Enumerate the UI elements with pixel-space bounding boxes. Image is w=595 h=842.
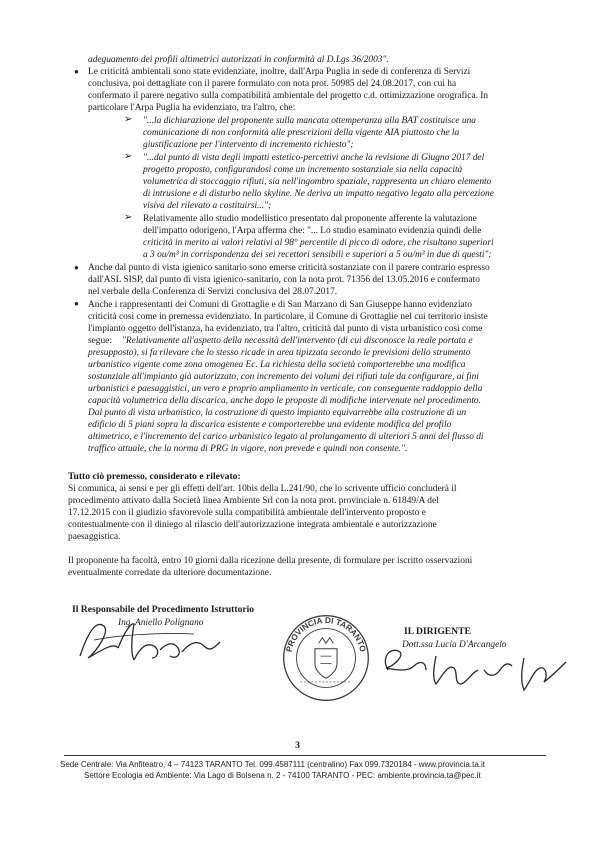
provincia-stamp-icon	[280, 612, 372, 704]
handwritten-signature-left	[74, 612, 254, 672]
para-1-line-4: contestualmente con il diniego al rilascio dell'autorizzazione integrata ambientale e autorizzazione	[68, 520, 437, 530]
bullet-3-quote-3: urbanistico vigente come zona omogenea Ec. La richiesta della società comporterebbe una modifica	[88, 360, 466, 370]
bullet-2-line-3: nel verbale della Conferenza di Servizi conclusiva del 28.07.2017.	[88, 287, 338, 297]
bullet-1-line-3: confermato il parere negativo sulla compatibilità ambientale del progetto c.d. ottimizzazione orografica. In	[88, 91, 489, 101]
footer-divider	[64, 755, 546, 756]
page-number: 3	[295, 740, 300, 751]
sub-2-line-5: visiva del rilevato a costituirsi...";	[143, 201, 272, 211]
bullet-dot: ●	[74, 67, 79, 76]
stamp-text: PROVINCIA DI TARANTO	[284, 615, 368, 653]
bullet-3-quote-1: "Relativamente all'aspetto della necessità dell'intervento (di cui disconosce la reale portata e	[122, 336, 473, 346]
sub-3-line-3: criticità in merito ai valori relativi al 98° percentile di picco di odore, che risultano superiori	[143, 238, 494, 248]
para-1-line-2: procedimento attivato dalla Società linea Ambiente Srl con la nota prot. provinciale n. 61849/A del	[68, 496, 439, 506]
bullet-3-line-3: l'impianto oggetto dell'istanza, ha evidenziato, tra l'altro, criticità dal punto di vista urbanistico così come	[88, 324, 483, 334]
bullet-3-quote-6: capacità volumetrica della discarica, anche dopo le proposte di modifiche intervenute nel procedimento.	[88, 396, 481, 406]
footer-line-2: Settore Ecologia ed Ambiente: Via Lago di Bolsena n. 2 - 74100 TARANTO - PEC: ambiente.provincia.ta@pec.it	[84, 771, 481, 780]
para-1-line-1: Si comunica, ai sensi e per gli effetti dell'art. 10bis della L.241/90, che lo scrivente ufficio concluderà il	[68, 484, 457, 494]
sub-2-line-3: volumetrica di stoccaggio rifiuti, sia nell'ingombro spaziale, rappresenta un chiaro elemento	[143, 177, 492, 187]
arrow-bullet-icon: ➢	[124, 151, 133, 162]
bullet-3-quote-4: sostanziale all'impianto già autorizzato, con incremento dei volumi dei rifiuti tale da configurare, ai fini	[88, 372, 479, 382]
bullet-1-line-1: Le criticità ambientali sono state evidenziate, inoltre, dall'Arpa Puglia in sede di conferenza di Servizi	[88, 67, 471, 77]
sub-2-line-4: di intrusione e di disturbo nello skyline. Ne deriva un impatto negativo legato alla percezione	[143, 189, 494, 199]
bullet-3-quote-10: traffico attuale, che la norma di PRG in vigore, non prevede e quindi non consente.".	[88, 444, 408, 454]
director-name: Dott.ssa Lucia D'Arcangelo	[402, 640, 507, 650]
arrow-bullet-icon: ➢	[124, 114, 133, 125]
sub-3-line-1: Relativamente allo studio modellistico presentato dal proponente afferente la valutazione	[143, 214, 477, 224]
sub-1-line-3: giustificazione per l'intervento di incremento richiesto";	[143, 140, 354, 150]
sub-2-line-2: progetto proposto, configurandosi come un incremento sostanziale sia nella capacità	[143, 165, 463, 175]
bullet-3-quote-7: Dal punto di vista urbanistico, la costruzione di questo impianto equivarrebbe alla costruzione di un	[88, 408, 467, 418]
bullet-3-line-2: criticità così come in premessa evidenziato. In particolare, il Comune di Grottaglie nel cui territorio insiste	[88, 312, 488, 322]
bullet-3-quote-2: presupposto), si fa rilevare che lo stesso ricade in area tipizzata secondo le previsioni dello strumento	[88, 348, 471, 358]
bullet-3-quote-8: edificio di 5 piani sopra la discarica esistente e comporterebbe una evidente modifica del profilo	[88, 420, 452, 430]
bullet-2-line-1: Anche dal punto di vista igienico sanitario sono emerse criticità sostanziate con il parere contrario espresso	[88, 263, 490, 273]
bullet-2-line-2: dall'ASL SISP, dal punto di vista igienico-sanitario, con la nota prot. 71356 del 13.05.2016 e confermato	[88, 275, 480, 285]
svg-text:PROVINCIA DI TARANTO	[285, 616, 368, 653]
bullet-1-line-4: particolare l'Arpa Puglia ha evidenziato, tra l'altro, che:	[88, 103, 296, 113]
bullet-dot: ●	[74, 299, 79, 308]
sub-1-line-1: "...la dichiarazione del proponente sulla mancata ottemperanza alla BAT costituisce una	[143, 116, 476, 126]
bullet-dot: ●	[74, 263, 79, 272]
procedure-manager-title: Il Responsabile del Procedimento Istruttorio	[72, 604, 255, 615]
sub-1-line-2: comunicazione di non conformità alle prescrizioni della vigente AIA piuttosto che la	[143, 128, 460, 138]
para-2-line-2: eventualmente corredate da ulteriore documentazione.	[68, 568, 272, 578]
sub-2-line-1: "...dal punto di vista degli impatti estetico-percettivi anche la revisione di Giugno 2017 del	[143, 153, 485, 163]
bullet-3-quote-9: altimetrico, e l'incremento del carico urbanistico legato al prolungamento di ulteriori 5 anni del flusso di	[88, 432, 484, 442]
procedure-manager-name: Ing. Aniello Polignano	[118, 618, 204, 628]
director-title: IL DIRIGENTE	[404, 626, 471, 637]
handwritten-signature-right	[374, 640, 574, 700]
para-1-line-3: 17.12.2015 con il giudizio sfavorevole sulla compatibilità ambientale dell'intervento proposto e	[68, 508, 426, 518]
bullet-3-line-4: segue:	[88, 336, 112, 346]
para-1-line-5: paesaggistica.	[68, 532, 121, 542]
sub-3-line-4: a 3 ou/m³ in corrispondenza dei sei recettori sensibili e superiori a 5 ou/m³ in due di questi";	[143, 250, 492, 260]
conclusion-heading: Tutto ciò premesso, considerato e rilevato:	[68, 471, 241, 482]
bullet-3-line-1: Anche i rappresentanti dei Comuni di Grottaglie e di San Marzano di San Giuseppe hanno evidenziato	[88, 300, 473, 310]
para-2-line-1: Il proponente ha facoltà, entro 10 giorni dalla ricezione della presente, di formulare per iscritto osservazioni	[68, 556, 473, 566]
bullet-3-quote-5: urbanistici e paesaggistici, un vero e proprio ampliamento in verticale, con conseguente raddoppio della	[88, 384, 483, 394]
sub-3-line-2: dell'impatto odorigeno, l'Arpa afferma che: "... Lo studio esaminato evidenzia quindi delle	[143, 226, 482, 236]
bullet-1-line-2: conclusiva, poi dettagliate con il parere formulato con nota prot. 50985 del 24.08.2017, con cui ha	[88, 79, 457, 89]
continuation-line: adeguamento dei profili altimetrici autorizzati in conformità al D.Lgs 36/2003".	[88, 55, 389, 65]
arrow-bullet-icon: ➢	[124, 212, 133, 223]
footer-line-1: Sede Centrale: Via Anfiteatro, 4 – 74123 TARANTO Tel. 099.4587111 (centralino) Fax 099.7320184 - www.provincia.ta.it	[60, 760, 485, 769]
